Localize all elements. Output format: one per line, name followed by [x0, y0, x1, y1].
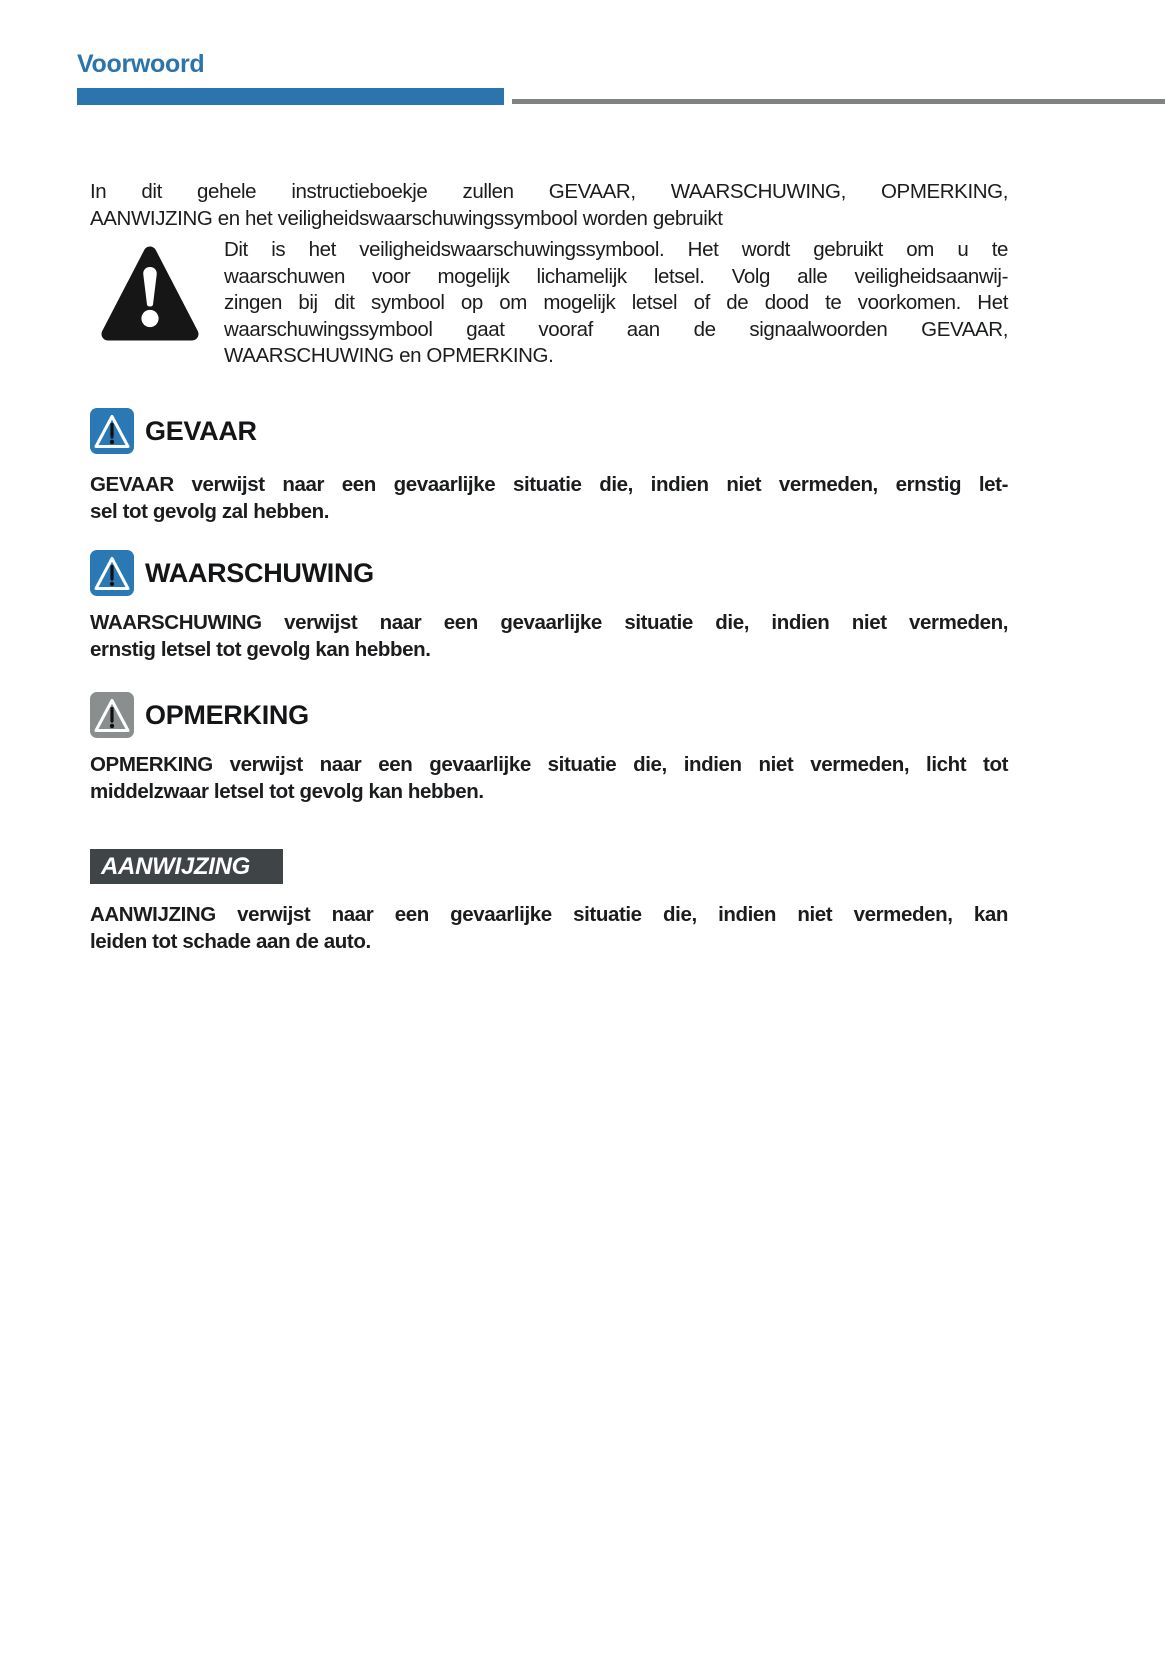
text-line: sel tot gevolg zal hebben. — [90, 499, 330, 523]
title-accent-bar — [77, 88, 504, 105]
aanwijzing-description — [90, 902, 1008, 955]
gevaar-description — [90, 472, 1008, 525]
waarschuwing-warning-triangle-icon — [90, 550, 134, 596]
page-title: Voorwoord — [77, 50, 205, 78]
section-heading: OPMERKING — [145, 699, 309, 730]
text-line: Dit is het veiligheidswaarschuwingssymbool. Het wordt gebruikt om u te — [224, 238, 1008, 261]
text-line: waarschuwen voor mogelijk lichamelijk letsel. Volg alle veiligheidsaanwij- — [224, 264, 1008, 288]
text-line: leiden tot schade aan de auto. — [90, 929, 371, 953]
text-line: WAARSCHUWING verwijst naar een gevaarlijke situatie die, indien niet vermeden, — [90, 611, 1008, 634]
text-line: In dit gehele instructieboekje zullen GEVAAR, WAARSCHUWING, OPMERKING, — [90, 180, 1008, 203]
text-line: middelzwaar letsel tot gevolg kan hebben. — [90, 779, 484, 803]
waarschuwing-description — [90, 610, 1008, 663]
section-heading: AANWIJZING — [101, 852, 250, 880]
safety-symbol-paragraph — [224, 237, 1008, 370]
text-line: GEVAAR verwijst naar een gevaarlijke situatie die, indien niet vermeden, ernstig let- — [90, 473, 1008, 496]
gevaar-warning-triangle-icon — [90, 408, 134, 454]
opmerking-warning-triangle-icon — [90, 692, 134, 738]
intro-paragraph — [90, 179, 1008, 232]
text-line: ernstig letsel tot gevolg kan hebben. — [90, 637, 431, 661]
text-line: OPMERKING verwijst naar een gevaarlijke situatie die, indien niet vermeden, licht tot — [90, 753, 1008, 776]
safety-alert-symbol-icon — [100, 243, 200, 342]
text-line: zingen bij dit symbool op om mogelijk letsel of de dood te voorkomen. Het — [224, 291, 1008, 314]
section-heading: GEVAAR — [145, 415, 257, 446]
text-line: AANWIJZING verwijst naar een gevaarlijke situatie die, indien niet vermeden, kan — [90, 903, 1008, 926]
title-rule-line — [512, 99, 1165, 104]
text-line: AANWIJZING en het veiligheidswaarschuwingssymbool worden gebruikt — [90, 206, 723, 230]
aanwijzing-label-box — [90, 849, 283, 884]
section-header-waarschuwing — [90, 550, 374, 596]
opmerking-description — [90, 752, 1008, 805]
text-line: waarschuwingssymbool gaat vooraf aan de signaalwoorden GEVAAR, — [224, 317, 1008, 341]
section-header-opmerking — [90, 692, 309, 738]
section-header-gevaar — [90, 408, 257, 454]
text-line: WAARSCHUWING en OPMERKING. — [224, 344, 554, 367]
section-heading: WAARSCHUWING — [145, 557, 374, 588]
